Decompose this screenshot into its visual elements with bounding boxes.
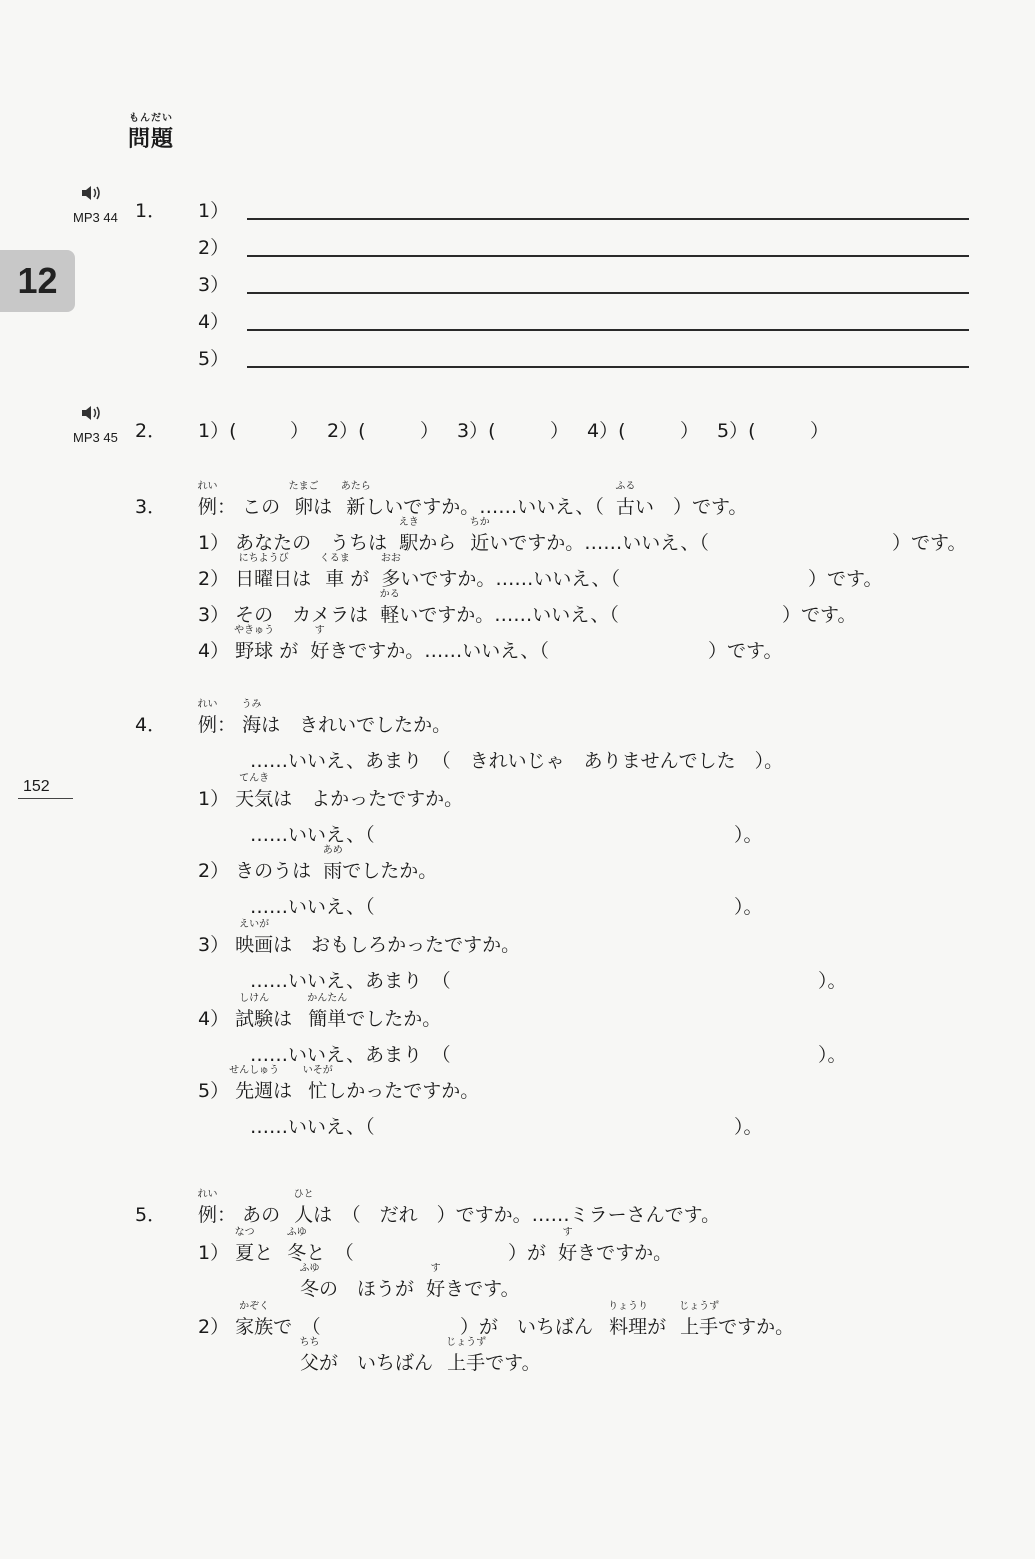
q2-item-open: 5）( bbox=[717, 420, 756, 442]
exercise-row: 1） あなたの うちは 駅 えき から 近 ちか いですか。……いいえ、（ bbox=[198, 517, 709, 554]
answer-prompt: ……いいえ、（ bbox=[250, 1116, 375, 1138]
q2-item-open: 3）( bbox=[457, 420, 496, 442]
example-answer: 父 ちち が いちばん 上手 じょうず です。 bbox=[299, 1337, 541, 1374]
question-number: 4． bbox=[135, 714, 167, 736]
exercise-row: 5） 先週 せんしゅう は 忙 いそが しかったですか。 bbox=[198, 1065, 480, 1102]
answer-prompt: ……いいえ、あまり （ bbox=[250, 970, 451, 992]
exercise-row-end: ）です。 bbox=[808, 568, 883, 590]
page-title: 問題 もんだい bbox=[128, 113, 175, 152]
answer-line[interactable] bbox=[247, 366, 969, 368]
speaker-icon[interactable] bbox=[80, 184, 102, 202]
q2-item-close: ） bbox=[290, 420, 310, 442]
q2-item-close: ） bbox=[420, 420, 440, 442]
exercise-row: 2） 家族 かぞく で （ bbox=[198, 1301, 321, 1338]
exercise-row-end: ）です。 bbox=[708, 640, 783, 662]
exercise-row: 2） 日曜日 にちようび は 車 くるま が 多 おお いですか。……いいえ、（ bbox=[198, 553, 620, 590]
q2-item-open: 2）( bbox=[327, 420, 366, 442]
q2-item-close: ） bbox=[680, 420, 700, 442]
mp3-track-label: MP3 44 bbox=[73, 210, 118, 225]
question-number: 1． bbox=[135, 200, 167, 222]
answer-prompt-end: ）。 bbox=[734, 1116, 763, 1138]
example-answer: ……いいえ、あまり （ きれいじゃ ありませんでした ）。 bbox=[250, 750, 784, 772]
exercise-row-mid: ）が 好 す きですか。 bbox=[508, 1227, 673, 1264]
example-row: 例： れい あの 人 ひと は （ だれ ）ですか。……ミラーさんです。 bbox=[197, 1189, 721, 1226]
question-number: 5． bbox=[135, 1204, 167, 1226]
q1-item-label: 3） bbox=[198, 274, 230, 296]
exercise-row: 4） 野球 やきゅう が 好 す きですか。……いいえ、（ bbox=[198, 625, 549, 662]
exercise-row: 3） 映画 えいが は おもしろかったですか。 bbox=[198, 919, 521, 956]
exercise-row: 3） その カメラは 軽 かる いですか。……いいえ、（ bbox=[198, 589, 619, 626]
exercise-row: 1） 夏 なつ と 冬 ふゆ と （ bbox=[198, 1227, 354, 1264]
answer-prompt-end: ）。 bbox=[734, 896, 763, 918]
answer-prompt: ……いいえ、（ bbox=[250, 896, 375, 918]
question-number: 3． bbox=[135, 496, 167, 518]
exercise-row-end: ）です。 bbox=[782, 604, 857, 626]
answer-prompt-end: ）。 bbox=[734, 824, 763, 846]
answer-line[interactable] bbox=[247, 292, 969, 294]
q1-item-label: 1） bbox=[198, 200, 230, 222]
speaker-icon[interactable] bbox=[80, 404, 102, 422]
mp3-track-label: MP3 45 bbox=[73, 430, 118, 445]
example-row: 例： れい この 卵 たまご は 新 あたら しいですか。……いいえ、（ 古 ふる い ）です。 bbox=[197, 481, 748, 518]
exercise-row: 1） 天気 てんき は よかったですか。 bbox=[198, 773, 464, 810]
exercise-row: 2） きのうは 雨 あめ でしたか。 bbox=[198, 845, 438, 882]
example-answer: 冬 ふゆ の ほうが 好 す きです。 bbox=[299, 1263, 520, 1300]
q1-item-label: 4） bbox=[198, 311, 230, 333]
q2-item-open: 1）( bbox=[198, 420, 237, 442]
page-number: 152 bbox=[23, 778, 50, 795]
answer-prompt-end: ）。 bbox=[818, 1044, 847, 1066]
exercise-row-mid: ）が いちばん 料理 りょうり が 上手 じょうず ですか。 bbox=[460, 1301, 795, 1338]
chapter-tab: 12 bbox=[0, 250, 75, 312]
answer-line[interactable] bbox=[247, 329, 969, 331]
q2-item-close: ） bbox=[550, 420, 570, 442]
q1-item-label: 5） bbox=[198, 348, 230, 370]
answer-prompt: ……いいえ、（ bbox=[250, 824, 375, 846]
answer-prompt: ……いいえ、あまり （ bbox=[250, 1044, 451, 1066]
answer-line[interactable] bbox=[247, 255, 969, 257]
q2-item-open: 4）( bbox=[587, 420, 626, 442]
answer-line[interactable] bbox=[247, 218, 969, 220]
example-row: 例： れい 海 うみ は きれいでしたか。 bbox=[197, 699, 452, 736]
q2-item-close: ） bbox=[810, 420, 830, 442]
exercise-row: 4） 試験 しけん は 簡単 かんたん でしたか。 bbox=[198, 993, 442, 1030]
page-number-rule bbox=[18, 798, 73, 799]
answer-prompt-end: ）。 bbox=[818, 970, 847, 992]
exercise-row-end: ）です。 bbox=[892, 532, 967, 554]
q1-item-label: 2） bbox=[198, 237, 230, 259]
question-number: 2． bbox=[135, 420, 167, 442]
